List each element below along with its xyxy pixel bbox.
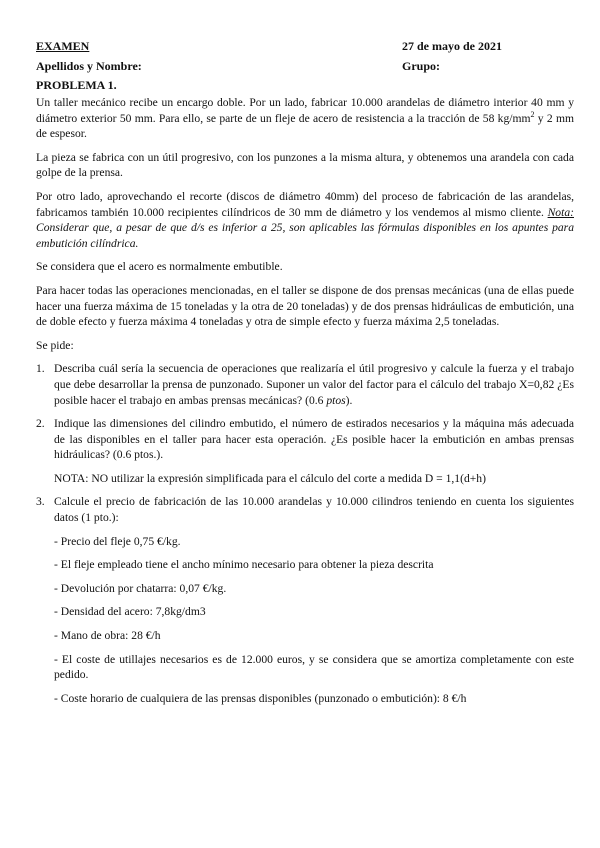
note-label: Nota: xyxy=(547,205,574,219)
note-text: Considerar que, a pesar de que d/s es inferior a 25, son aplicables las fórmulas disponibles en los apuntes para embutición cilíndrica. xyxy=(36,221,574,250)
question-2: 2. Indique las dimensiones del cilindro embutido, el número de estirados necesarios y la máquina más adecuada de las disponibles en el taller para hacer esta operación. ¿Es posible hacer la embutición en ambas prensas hidráulicas? (0.6 ptos.). NOTA: NO utilizar la expresión simplificada para el cálculo del corte a medida D = 1,1(d+h) xyxy=(36,417,574,485)
problem-title: PROBLEMA 1. xyxy=(36,78,117,92)
question-number: 3. xyxy=(36,495,45,509)
intro-paragraph-1: Un taller mecánico recibe un encargo doble. Por un lado, fabricar 10.000 arandelas de diámetro interior 40 mm y diámetro exterior 50 mm. Para ello, se parte de un fleje de acero de resistencia a la tracción de 58 $kg/mm^2$ y 2 mm de espesor. xyxy=(36,96,574,141)
name-label: Apellidos y Nombre: xyxy=(36,59,142,73)
question-number: 1. xyxy=(36,362,45,376)
se-pide-label: Se pide: xyxy=(36,338,74,352)
exam-date: 27 de mayo de 2021 xyxy=(402,39,502,53)
header-row-2 xyxy=(36,58,574,74)
data-item-scrap-return: - Devolución por chatarra: 0,07 €/kg. xyxy=(54,581,227,595)
data-item-steel-density: - Densidad del acero: 7,8kg/dm3 xyxy=(54,605,206,619)
header-row-1 xyxy=(36,38,574,54)
intro-paragraph-4: Se considera que el acero es normalmente embutible. xyxy=(36,260,283,274)
question-1: 1. Describa cuál sería la secuencia de operaciones que realizaría el útil progresivo y calcule la fuerza y el trabajo que debe desarrollar la prensa de punzonado. Suponer un valor del factor para el cálculo del trabajo X=0,82 ¿Es posible hacer el trabajo en ambas prensas mecánicas? (0.6 ptos). xyxy=(36,362,574,407)
data-item-strip-width: - El fleje empleado tiene el ancho mínimo necesario para obtener la pieza descrita xyxy=(54,558,434,572)
data-item-strip-price: - Precio del fleje 0,75 €/kg. xyxy=(54,534,181,548)
data-item-press-cost: - Coste horario de cualquiera de las prensas disponibles (punzonado o embutición): 8 €/h xyxy=(54,691,467,705)
data-item-labor: - Mano de obra: 28 €/h xyxy=(54,629,161,643)
question-2-note: NOTA: NO utilizar la expresión simplificada para el cálculo del corte a medida D = 1,1(d+h) xyxy=(54,471,486,485)
intro-paragraph-3: Por otro lado, aprovechando el recorte (discos de diámetro 40mm) del proceso de fabricación de las arandelas, fabricamos también 10.000 recipientes cilíndricos de 30 mm de diámetro y los vendemos al mismo cliente. Nota: Considerar que, a pesar de que d/s es inferior a 25, son aplicables las fórmulas disponibles en los apuntes para embutición cilíndrica. xyxy=(36,189,574,250)
data-item-tooling-cost: - El coste de utillajes necesarios es de 12.000 euros, y se considera que se amortiza completamente con este pedido. xyxy=(54,652,574,682)
question-3: 3. Calcule el precio de fabricación de las 10.000 arandelas y 10.000 cilindros teniendo en cuenta los siguientes datos (1 pto.): - Precio del fleje 0,75 €/kg. - El fleje empleado tiene el ancho mínimo necesario para obtener la pieza descrita - Devolución por chatarra: 0,07 €/kg. - Densidad del acero: 7,8kg/dm3 - Mano de obra: 28 €/h - El coste de utillajes necesarios es de 12.000 euros, y se considera que se amortiza completamente con este pedido. - Coste horario de cualquiera de las prensas disponibles (punzonado o embutición): 8 €/h xyxy=(36,495,574,705)
questions-list xyxy=(36,361,574,706)
intro-paragraph-5: Para hacer todas las operaciones mencionadas, en el taller se dispone de dos prensas mecánicas (una de ellas puede hacer una fuerza máxima de 15 toneladas y la otra de 20 toneladas) y de dos prensas hidráulicas de embutición, una de doble efecto y fuerza máxima 4 toneladas y otra de simple efecto y fuerza máxima 2,5 toneladas. xyxy=(36,283,574,329)
group-label: Grupo: xyxy=(402,59,441,73)
question-number: 2. xyxy=(36,417,45,431)
intro-paragraph-2: La pieza se fabrica con un útil progresivo, con los punzones a la misma altura, y obtenemos una arandela con cada golpe de la prensa. xyxy=(36,150,574,180)
exam-label: EXAMEN xyxy=(36,39,90,53)
